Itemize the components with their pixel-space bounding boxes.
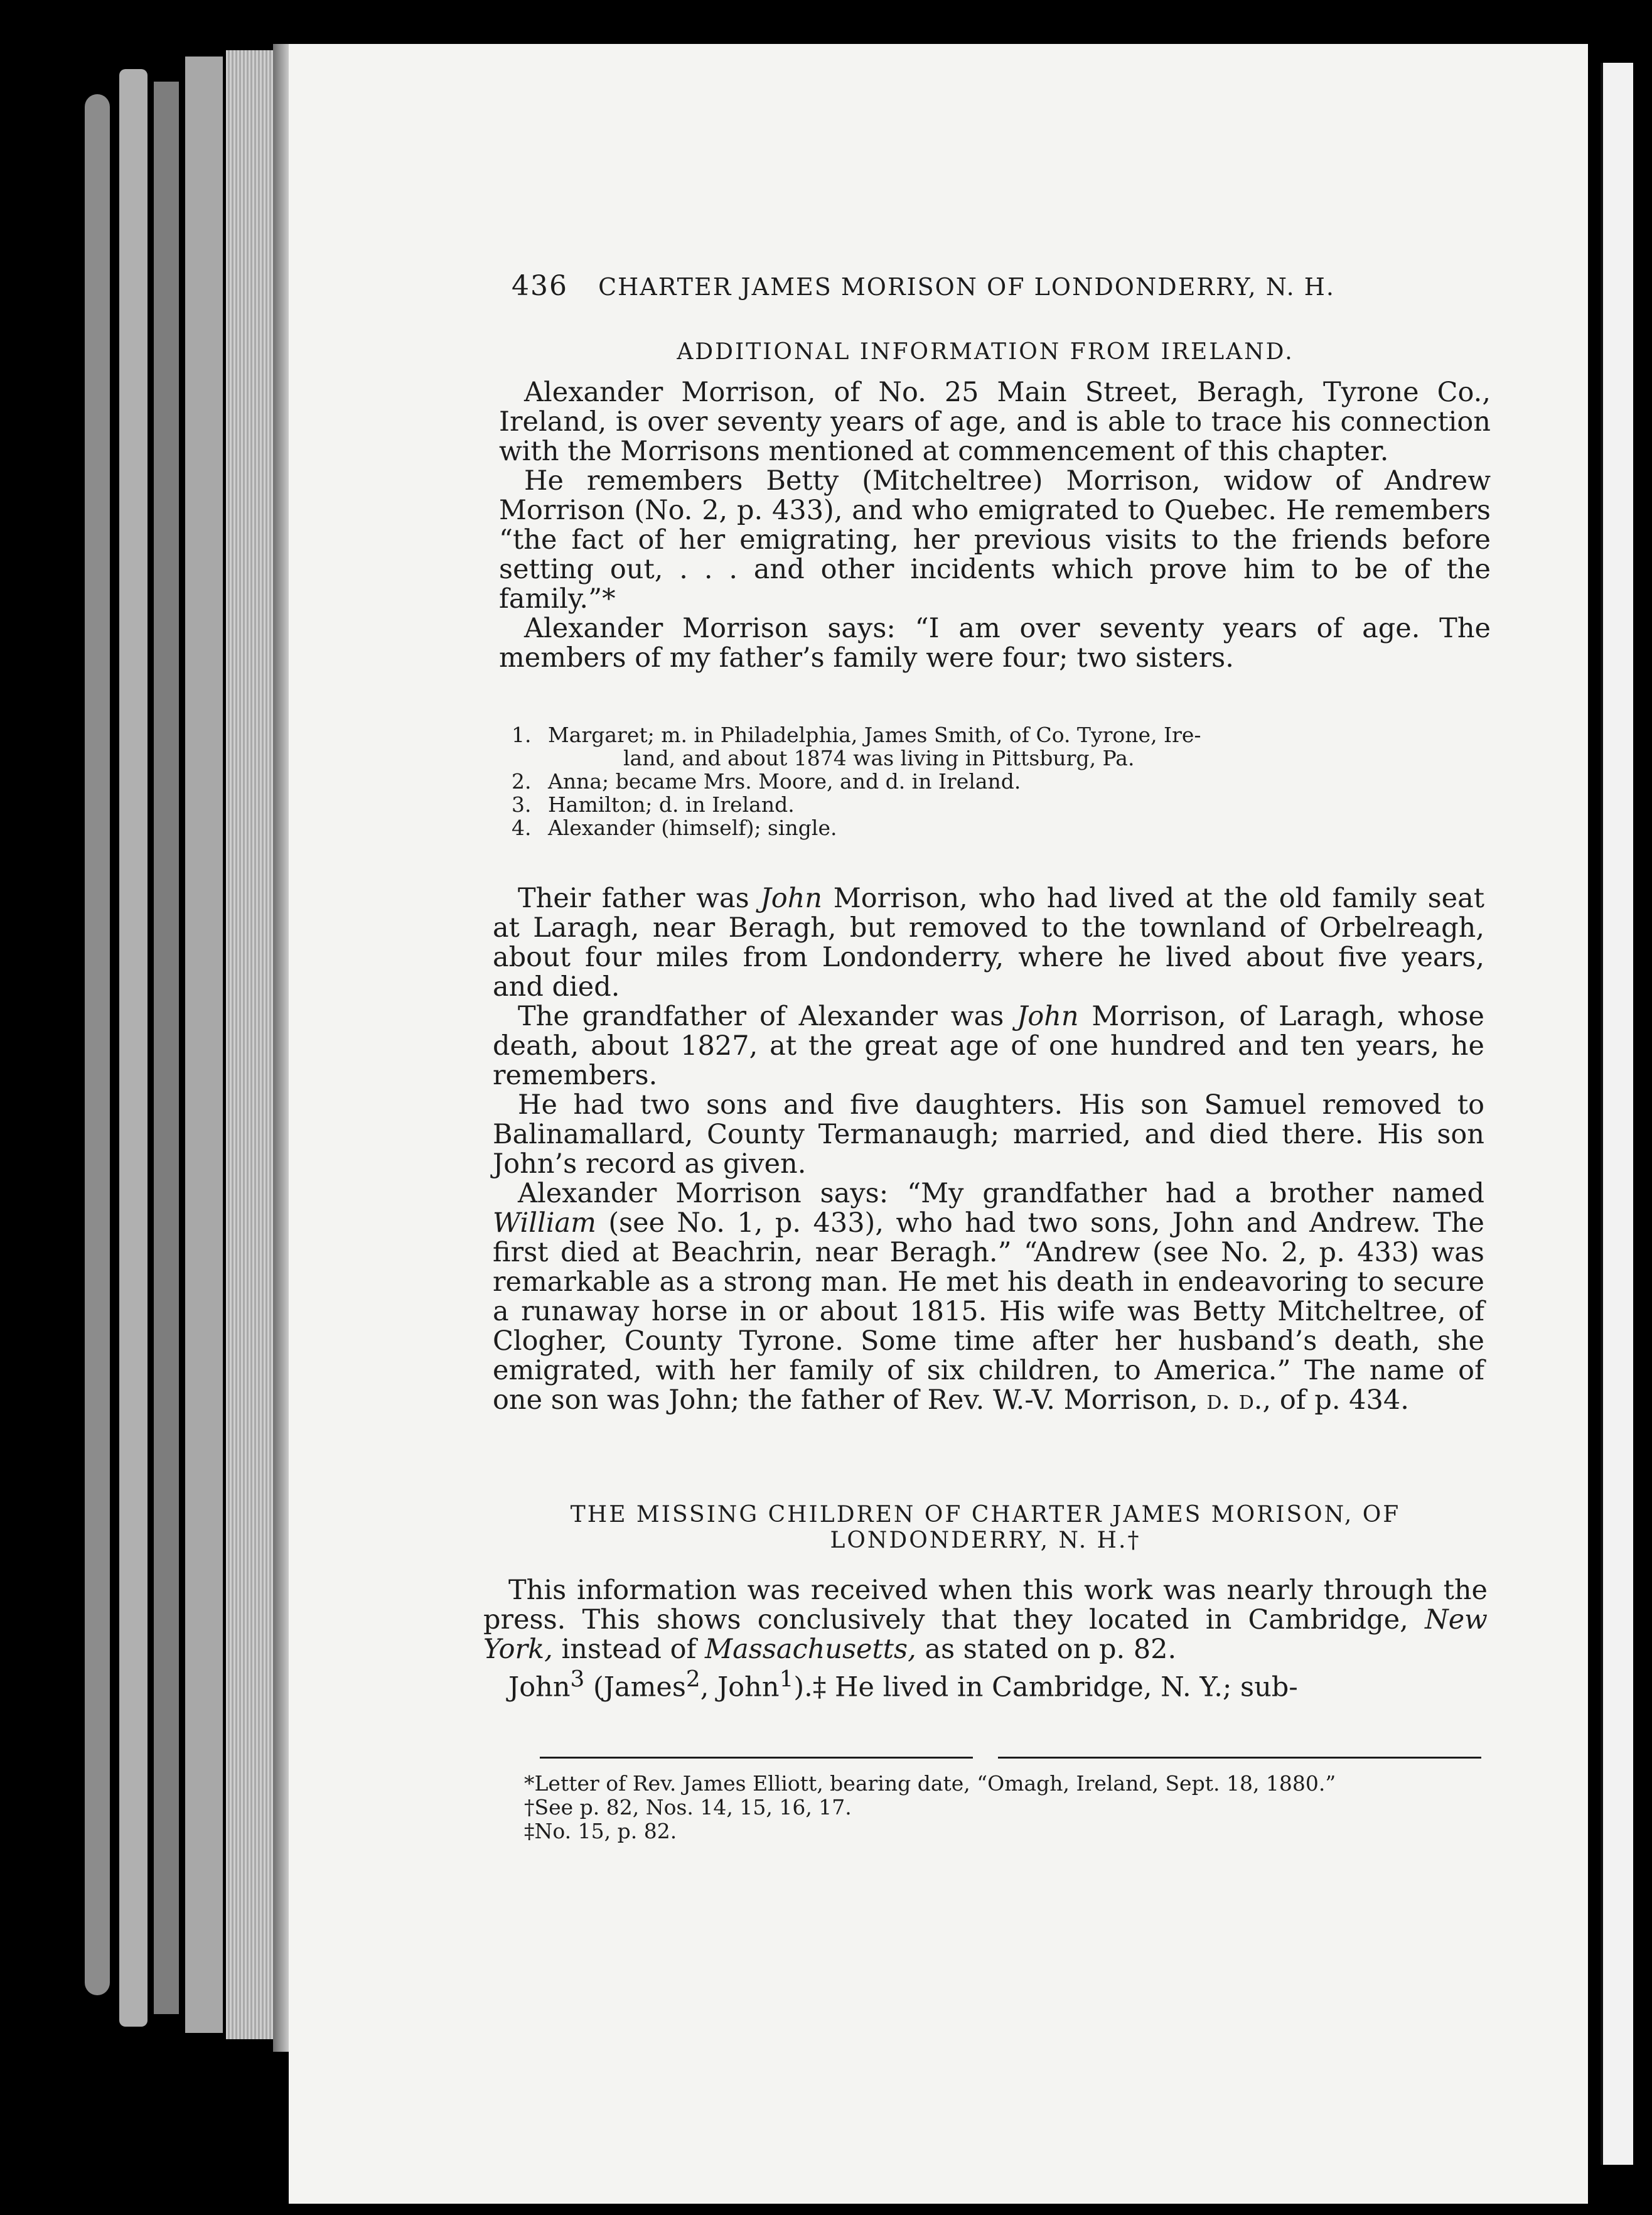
footnote: †See p. 82, Nos. 14, 15, 16, 17. (524, 1795, 852, 1819)
footnote-rule (540, 1757, 973, 1759)
paragraph: This information was received when this work was nearly through the press. This shows conclusively that they located in Cambridge, New York, instead of Massachusetts, as stated on p. 82. (483, 1575, 1488, 1665)
section-heading: ADDITIONAL INFORMATION FROM IRELAND. (677, 339, 1294, 365)
running-header (512, 270, 1610, 302)
list-text: Alexander (himself); single. (548, 816, 837, 840)
list-number: 2. (512, 769, 532, 794)
section-body (493, 884, 1484, 1415)
paragraph: Alexander Morrison says: “My grandfather had a brother named William (see No. 1, p. 433), who had two sons, John and Andrew. The first died at Beachrin, near Beragh.” “Andrew (see No. 2, p. 433) was remarkable as a strong man. He met his death in endeavoring to secure a runaway horse in or about 1815. His wife was Betty Mitcheltree, of Clogher, County Tyrone. Some time after her husband’s death, she emigrated, with her family of six children, to America.” The name of one son was John; the father of Rev. W.-V. Morrison, d. d., of p. 434. (493, 1178, 1484, 1416)
list-text: Hamilton; d. in Ireland. (548, 792, 795, 817)
paragraph: He remembers Betty (Mitcheltree) Morrison, widow of Andrew Morrison (No. 2, p. 433), and who emigrated to Quebec. He remembers “the fact of her emigrating, her previous visits to the friends before setting out, . . . and other incidents which prove him to be of the family.”* (499, 465, 1491, 615)
book-page (289, 44, 1588, 2204)
paragraph: John$^3$ (James$^2$, John$^1$).‡ He lived in Cambridge, N. Y.; sub- (508, 1666, 1298, 1703)
page-stack-edge (226, 50, 273, 2039)
page-stack-edge (185, 57, 223, 2033)
paragraph: The grandfather of Alexander was John Morrison, of Laragh, whose death, about 1827, at the great age of one hundred and ten years, he remembers. (493, 1001, 1484, 1091)
footnote: ‡No. 15, p. 82. (524, 1819, 677, 1843)
list-item (512, 793, 1491, 816)
paragraph: Their father was John Morrison, who had lived at the old family seat at Laragh, near Beragh, but removed to the townland of Orbelreagh, about four miles from Londonderry, where he lived about five years, and died. (493, 883, 1484, 1003)
list-number: 4. (512, 816, 532, 840)
paragraph: He had two sons and five daughters. His son Samuel removed to Balinamallard, County Termanaugh; married, and died there. His son John’s record as given. (493, 1089, 1484, 1180)
page-number: 436 (512, 270, 568, 302)
list-text: Anna; became Mrs. Moore, and d. in Ireland. (548, 769, 1021, 794)
list-item (512, 723, 1491, 770)
paragraph: Alexander Morrison, of No. 25 Main Street, Beragh, Tyrone Co., Ireland, is over seventy years of age, and is able to trace his connection with the Morrisons mentioned at commencement of this chapter. (499, 377, 1491, 467)
list-number: 3. (512, 792, 532, 817)
section-heading: THE MISSING CHILDREN OF CHARTER JAMES MORISON, OF LONDONDERRY, N. H.† (570, 1502, 1401, 1553)
running-title: CHARTER JAMES MORISON OF LONDONDERRY, N. H. (598, 273, 1335, 301)
facing-page-strip (1601, 63, 1633, 2165)
list-number: 1. (512, 723, 532, 747)
section-body (483, 1576, 1488, 1702)
list-item (512, 816, 1491, 839)
paragraph: Alexander Morrison says: “I am over seventy years of age. The members of my father’s family were four; two sisters. (499, 613, 1491, 674)
page-stack-edge (154, 82, 179, 2014)
footnote: *Letter of Rev. James Elliott, bearing date, “Omagh, Ireland, Sept. 18, 1880.” (524, 1771, 1336, 1796)
list-text: land, and about 1874 was living in Pittsburg, Pa. (623, 746, 1135, 770)
footnote-rule (998, 1757, 1481, 1759)
page-stack-edge (119, 69, 148, 2027)
list-item (512, 770, 1491, 793)
page-stack-edge (85, 94, 110, 1995)
footnotes (480, 1772, 1497, 1843)
list-text: Margaret; m. in Philadelphia, James Smith, of Co. Tyrone, Ire- (548, 723, 1201, 747)
children-list (512, 723, 1491, 839)
section-body (499, 378, 1491, 673)
